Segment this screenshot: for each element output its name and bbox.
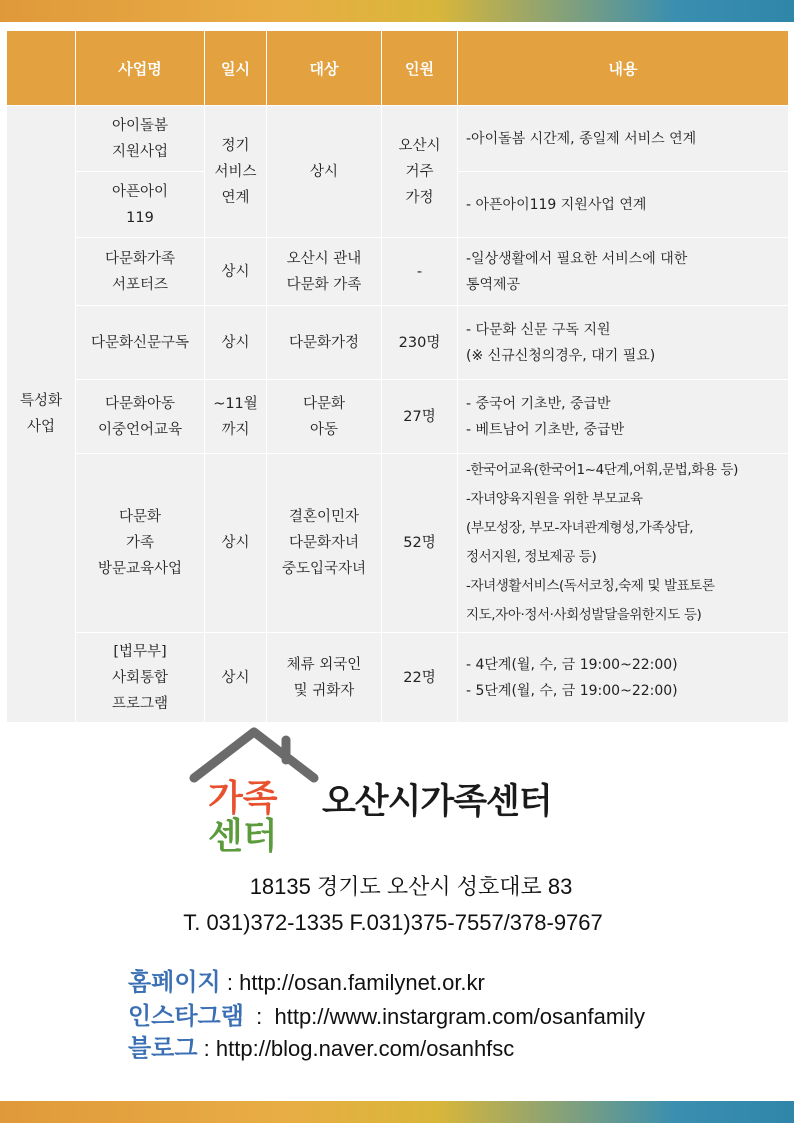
homepage-line [128, 962, 485, 997]
content-cell: - 중국어 기초반, 중급반 - 베트남어 기초반, 중급반 [458, 380, 789, 454]
schedule-cell: 상시 [205, 633, 267, 723]
target-cell: 오산시 관내 다문화 가족 [267, 238, 382, 306]
count-cell: 52명 [382, 454, 458, 633]
program-name-cell: 다문화 가족 방문교육사업 [76, 454, 205, 633]
address: 18135 경기도 오산시 성호대로 83 [249, 874, 573, 899]
count-cell: 22명 [382, 633, 458, 723]
schedule-cell: 상시 [205, 306, 267, 380]
schedule-cell: 상시 [205, 454, 267, 633]
logo-mark-bottom: 센터 [208, 816, 278, 857]
header-program-name: 사업명 [76, 31, 205, 106]
program-name-cell: [법무부] 사회통합 프로그램 [76, 633, 205, 723]
category-cell: 특성화 사업 [7, 106, 76, 723]
header-category [7, 31, 76, 106]
count-cell: 27명 [382, 380, 458, 454]
program-name-cell: 다문화가족 서포터즈 [76, 238, 205, 306]
top-gradient-bar [0, 0, 794, 22]
instagram-link[interactable]: : http://www.instargram.com/osanfamily [243, 1004, 645, 1029]
target-cell: 다문화 아동 [267, 380, 382, 454]
target-cell: 상시 [267, 106, 382, 238]
content-cell: - 다문화 신문 구독 지원 (※ 신규신청의경우, 대기 필요) [458, 306, 789, 380]
phone-fax: T. 031)372-1335 F.031)375-7557/378-9767 [183, 910, 603, 935]
content-cell: - 4단계(월, 수, 금 19:00~22:00) - 5단계(월, 수, 금 19:00~22:00) [458, 633, 789, 723]
table-row [7, 633, 789, 723]
count-cell: 오산시 거주 가정 [382, 106, 458, 238]
bottom-gradient-bar [0, 1101, 794, 1123]
target-cell: 다문화가정 [267, 306, 382, 380]
services-table [6, 31, 789, 723]
content-cell: - 아픈아이119 지원사업 연계 [458, 172, 789, 238]
count-cell: - [382, 238, 458, 306]
table-row [7, 238, 789, 306]
content-cell: -일상생활에서 필요한 서비스에 대한 통역제공 [458, 238, 789, 306]
table-row [7, 454, 789, 633]
header-schedule: 일시 [205, 31, 267, 106]
target-cell: 체류 외국인 및 귀화자 [267, 633, 382, 723]
homepage-label: 홈페이지 [128, 969, 221, 996]
count-cell: 230명 [382, 306, 458, 380]
blog-line [128, 1028, 514, 1063]
program-name-cell: 다문화신문구독 [76, 306, 205, 380]
homepage-link[interactable]: : http://osan.familynet.or.kr [220, 970, 485, 995]
content-cell: -한국어교육(한국어1~4단계,어휘,문법,화용 등) -자녀양육지원을 위한 부모교육 (부모성장, 부모-자녀관계형성,가족상담, 정서지원, 정보제공 등) -자녀생활서비스(독서코칭,숙제 및 발표토론 지도,자아·정서·사회성발달을위한지도 등) [458, 454, 789, 633]
program-name-cell: 아픈아이 119 [76, 172, 205, 238]
table-row [7, 106, 789, 172]
schedule-cell: 상시 [205, 238, 267, 306]
table-row [7, 306, 789, 380]
schedule-cell: 정기 서비스 연계 [205, 106, 267, 238]
program-name-cell: 다문화아동 이중언어교육 [76, 380, 205, 454]
target-cell: 결혼이민자 다문화자녀 중도입국자녀 [267, 454, 382, 633]
header-content: 내용 [458, 31, 789, 106]
logo-mark-top: 가족 [208, 778, 278, 819]
schedule-cell: ~11월 까지 [205, 380, 267, 454]
header-target: 대상 [267, 31, 382, 106]
program-name-cell: 아이돌봄 지원사업 [76, 106, 205, 172]
instagram-line [128, 996, 645, 1031]
content-cell: -아이돌봄 시간제, 종일제 서비스 연계 [458, 106, 789, 172]
house-roof-icon [186, 726, 326, 858]
blog-link[interactable]: : http://blog.naver.com/osanhfsc [197, 1036, 515, 1061]
instagram-label: 인스타그램 [128, 1003, 244, 1030]
center-name: 오산시가족센터 [322, 782, 552, 822]
table-row [7, 380, 789, 454]
header-count: 인원 [382, 31, 458, 106]
table-header-row [7, 31, 789, 106]
blog-label: 블로그 [128, 1035, 198, 1062]
